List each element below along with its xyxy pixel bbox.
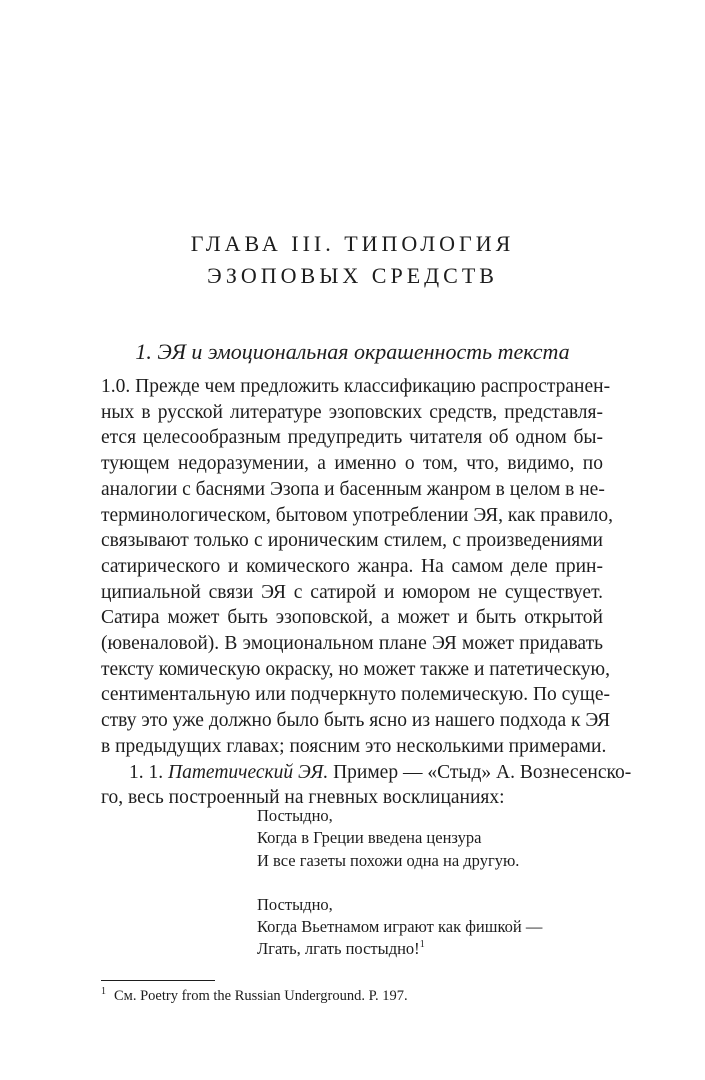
paragraph-1-line: ных в русской литературе эзоповских средств, представля- xyxy=(101,401,603,423)
chapter-title-line-2: ЭЗОПОВЫХ СРЕДСТВ xyxy=(207,263,498,288)
paragraph-1-line: сатирического и комического жанра. На самом деле прин- xyxy=(101,555,603,577)
paragraph-1-line: ципиальной связи ЭЯ с сатирой и юмором не существует. xyxy=(101,581,603,603)
poem-line: Когда в Греции введена цензура xyxy=(257,828,482,848)
poem-line: Постыдно, xyxy=(257,806,333,825)
poem-stanza-2 xyxy=(257,894,542,961)
poem-line: И все газеты похожи одна на другую. xyxy=(257,850,520,870)
paragraph-1-line: 1.0. Прежде чем предложить классификацию распространен- xyxy=(101,376,611,397)
paragraph-1-line: ется целесообразным предупредить читателя об одном бы- xyxy=(101,427,603,449)
paragraph-1-line: тующем недоразумении, а именно о том, что, видимо, по xyxy=(101,453,603,475)
paragraph-2-line-1 xyxy=(101,760,632,786)
paragraph-1-line: ству это уже должно было быть ясно из нашего подхода к ЭЯ xyxy=(101,710,611,732)
paragraph-1-line: тексту комическую окраску, но может также и патетическую, xyxy=(101,658,610,680)
paragraph-1-line: сентиментальную или подчеркнуто полемическую. По суще- xyxy=(101,684,610,706)
section-heading: 1. ЭЯ и эмоциональная окрашенность текста xyxy=(135,339,570,364)
chapter-title-line-1: ГЛАВА III. ТИПОЛОГИЯ xyxy=(190,231,515,256)
poem-line-with-footnote xyxy=(257,938,542,960)
paragraph-1-line: связывают только с ироническим стилем, с произведениями xyxy=(101,530,603,552)
paragraph-1-line: аналогии с баснями Эзопа и басенным жанром в целом в не- xyxy=(101,478,605,500)
footnote-reference[interactable]: 1 xyxy=(419,939,425,951)
paragraph-1-line: в предыдущих главах; поясним это несколькими примерами. xyxy=(101,735,607,757)
footnote-text: См. Poetry from the Russian Underground. P. 197. xyxy=(114,988,408,1004)
paragraph-2-line-2: го, весь построенный на гневных восклицаниях: xyxy=(101,787,505,809)
paragraph-1-line: Сатира может быть эзоповской, а может и быть открытой xyxy=(101,607,603,629)
poem-stanza-1 xyxy=(257,805,542,872)
chapter-title xyxy=(0,228,705,292)
footnote-number: 1 xyxy=(101,986,106,997)
poem-line: Постыдно, xyxy=(257,894,333,914)
paragraph-2-line-1-rest: Пример — «Стыд» А. Вознесенско- xyxy=(333,761,632,783)
paragraph-1-line: (ювеналовой). В эмоциональном плане ЭЯ может придавать xyxy=(101,633,603,655)
paragraph-2-number: 1. 1. xyxy=(129,761,164,783)
poem-line: Лгать, лгать постыдно! xyxy=(257,939,420,959)
paragraph-2-term: Патетический ЭЯ. xyxy=(168,761,329,783)
footnote xyxy=(101,986,408,1006)
footnote-divider xyxy=(101,980,215,981)
poem-quote xyxy=(257,805,542,983)
paragraph-1-line: терминологическом, бытовом употреблении ЭЯ, как правило, xyxy=(101,504,613,526)
body-text xyxy=(101,374,632,811)
poem-line: Когда Вьетнамом играют как фишкой — xyxy=(257,917,543,937)
